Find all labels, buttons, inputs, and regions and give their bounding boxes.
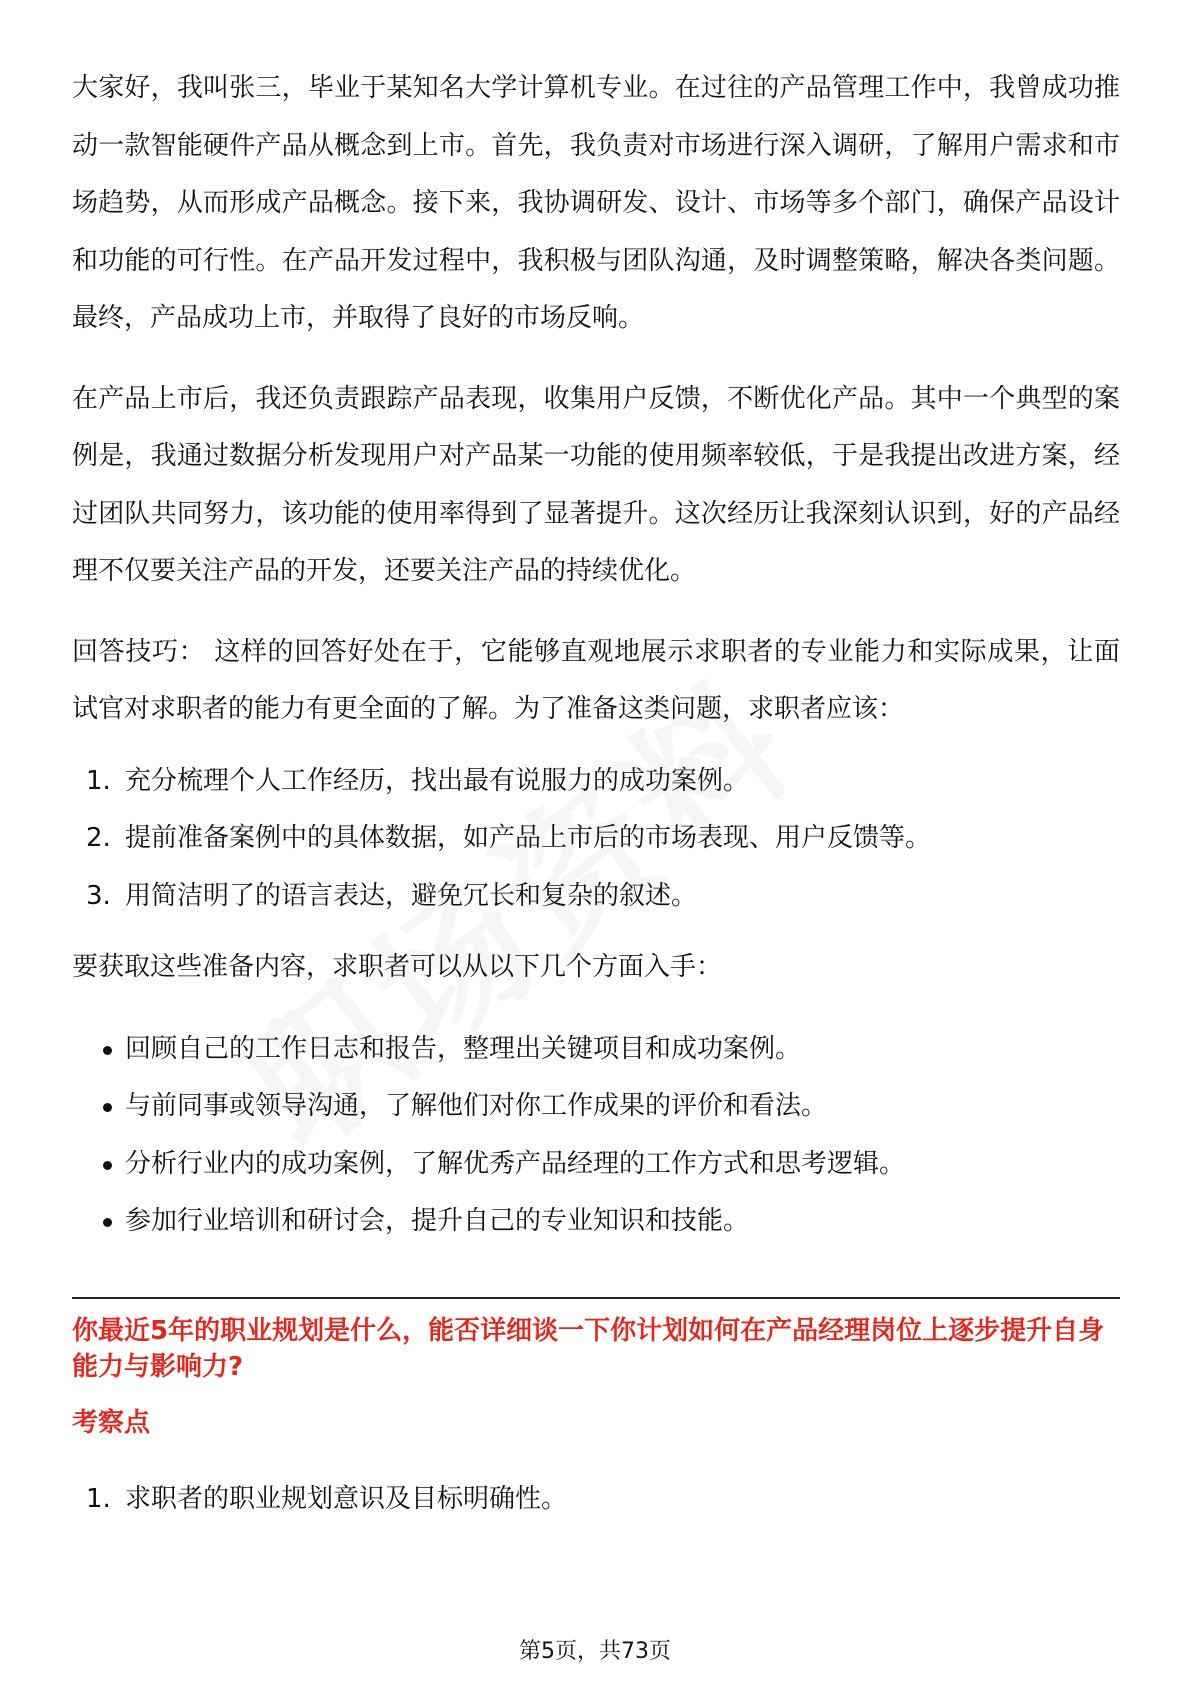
ordered-list-tips: [72, 753, 1120, 926]
list-item: [72, 753, 1120, 811]
ordered-list-points: [72, 1471, 1120, 1529]
list-item-text: 与前同事或领导沟通，了解他们对你工作成果的评价和看法。: [125, 1091, 828, 1121]
bullet-icon: [103, 1046, 112, 1055]
list-item-text: 参加行业培训和研讨会，提升自己的专业知识和技能。: [125, 1206, 750, 1236]
list-number: 1.: [86, 1483, 111, 1514]
list-item: [72, 810, 1120, 868]
list-item-text: 回顾自己的工作日志和报告，整理出关键项目和成功案例。: [125, 1033, 802, 1064]
paragraph-preparation: 要获取这些准备内容，求职者可以从以下几个方面入手：: [72, 952, 723, 982]
paragraph-post-launch: 在产品上市后，我还负责跟踪产品表现，收集用户反馈，不断优化产品。其中一个典型的案例是，我通过数据分析发现用户对产品某一功能的使用频率较低，于是我提出改进方案，经过团队共同努力，该功能的使用率得到了显著提升。这次经历让我深刻认识到，好的产品经理不仅要关注产品的开发，还要关注产品的持续优化。: [72, 383, 1120, 586]
list-item-text: 充分梳理个人工作经历，找出最有说服力的成功案例。: [125, 765, 750, 796]
page-number: 第5页，共73页: [519, 1639, 671, 1664]
bullet-icon: [103, 1161, 112, 1170]
bullet-icon: [103, 1218, 112, 1227]
list-number: 2.: [86, 823, 111, 853]
paragraph-intro: 大家好，我叫张三，毕业于某知名大学计算机专业。在过往的产品管理工作中，我曾成功推动一款智能硬件产品从概念到上市。首先，我负责对市场进行深入调研，了解用户需求和市场趋势，从而形成产品概念。接下来，我协调研发、设计、市场等多个部门，确保产品设计和功能的可行性。在产品开发过程中，我积极与团队沟通，及时调整策略，解决各类问题。最终，产品成功上市，并取得了良好的市场反响。: [72, 73, 1120, 333]
list-item: [72, 1193, 1120, 1251]
section-divider: [72, 1297, 1120, 1299]
list-item-text: 提前准备案例中的具体数据，如产品上市后的市场表现、用户反馈等。: [125, 823, 932, 853]
assessment-points-heading: 考察点: [72, 1407, 151, 1438]
question-heading: 你最近5年的职业规划是什么，能否详细谈一下你计划如何在产品经理岗位上逐步提升自身能力与影响力?: [72, 1315, 1105, 1382]
list-item: [72, 1136, 1120, 1194]
list-number: 3.: [86, 880, 111, 911]
list-item: [72, 1471, 1120, 1529]
paragraph-answer-tips: 回答技巧： 这样的回答好处在于，它能够直观地展示求职者的专业能力和实际成果，让面试官对求职者的能力有更全面的了解。为了准备这类问题，求职者应该：: [72, 636, 1120, 724]
list-item: [72, 868, 1120, 926]
list-number: 1.: [86, 765, 111, 796]
bullet-list-sources: [72, 1021, 1120, 1251]
list-item-text: 用简洁明了的语言表达，避免冗长和复杂的叙述。: [125, 880, 698, 911]
document-body: [72, 60, 1120, 1528]
list-item-text: 求职者的职业规划意识及目标明确性。: [125, 1483, 568, 1514]
list-item-text: 分析行业内的成功案例，了解优秀产品经理的工作方式和思考逻辑。: [125, 1148, 906, 1179]
list-item: [72, 1078, 1120, 1136]
list-item: [72, 1021, 1120, 1079]
bullet-icon: [103, 1103, 112, 1112]
